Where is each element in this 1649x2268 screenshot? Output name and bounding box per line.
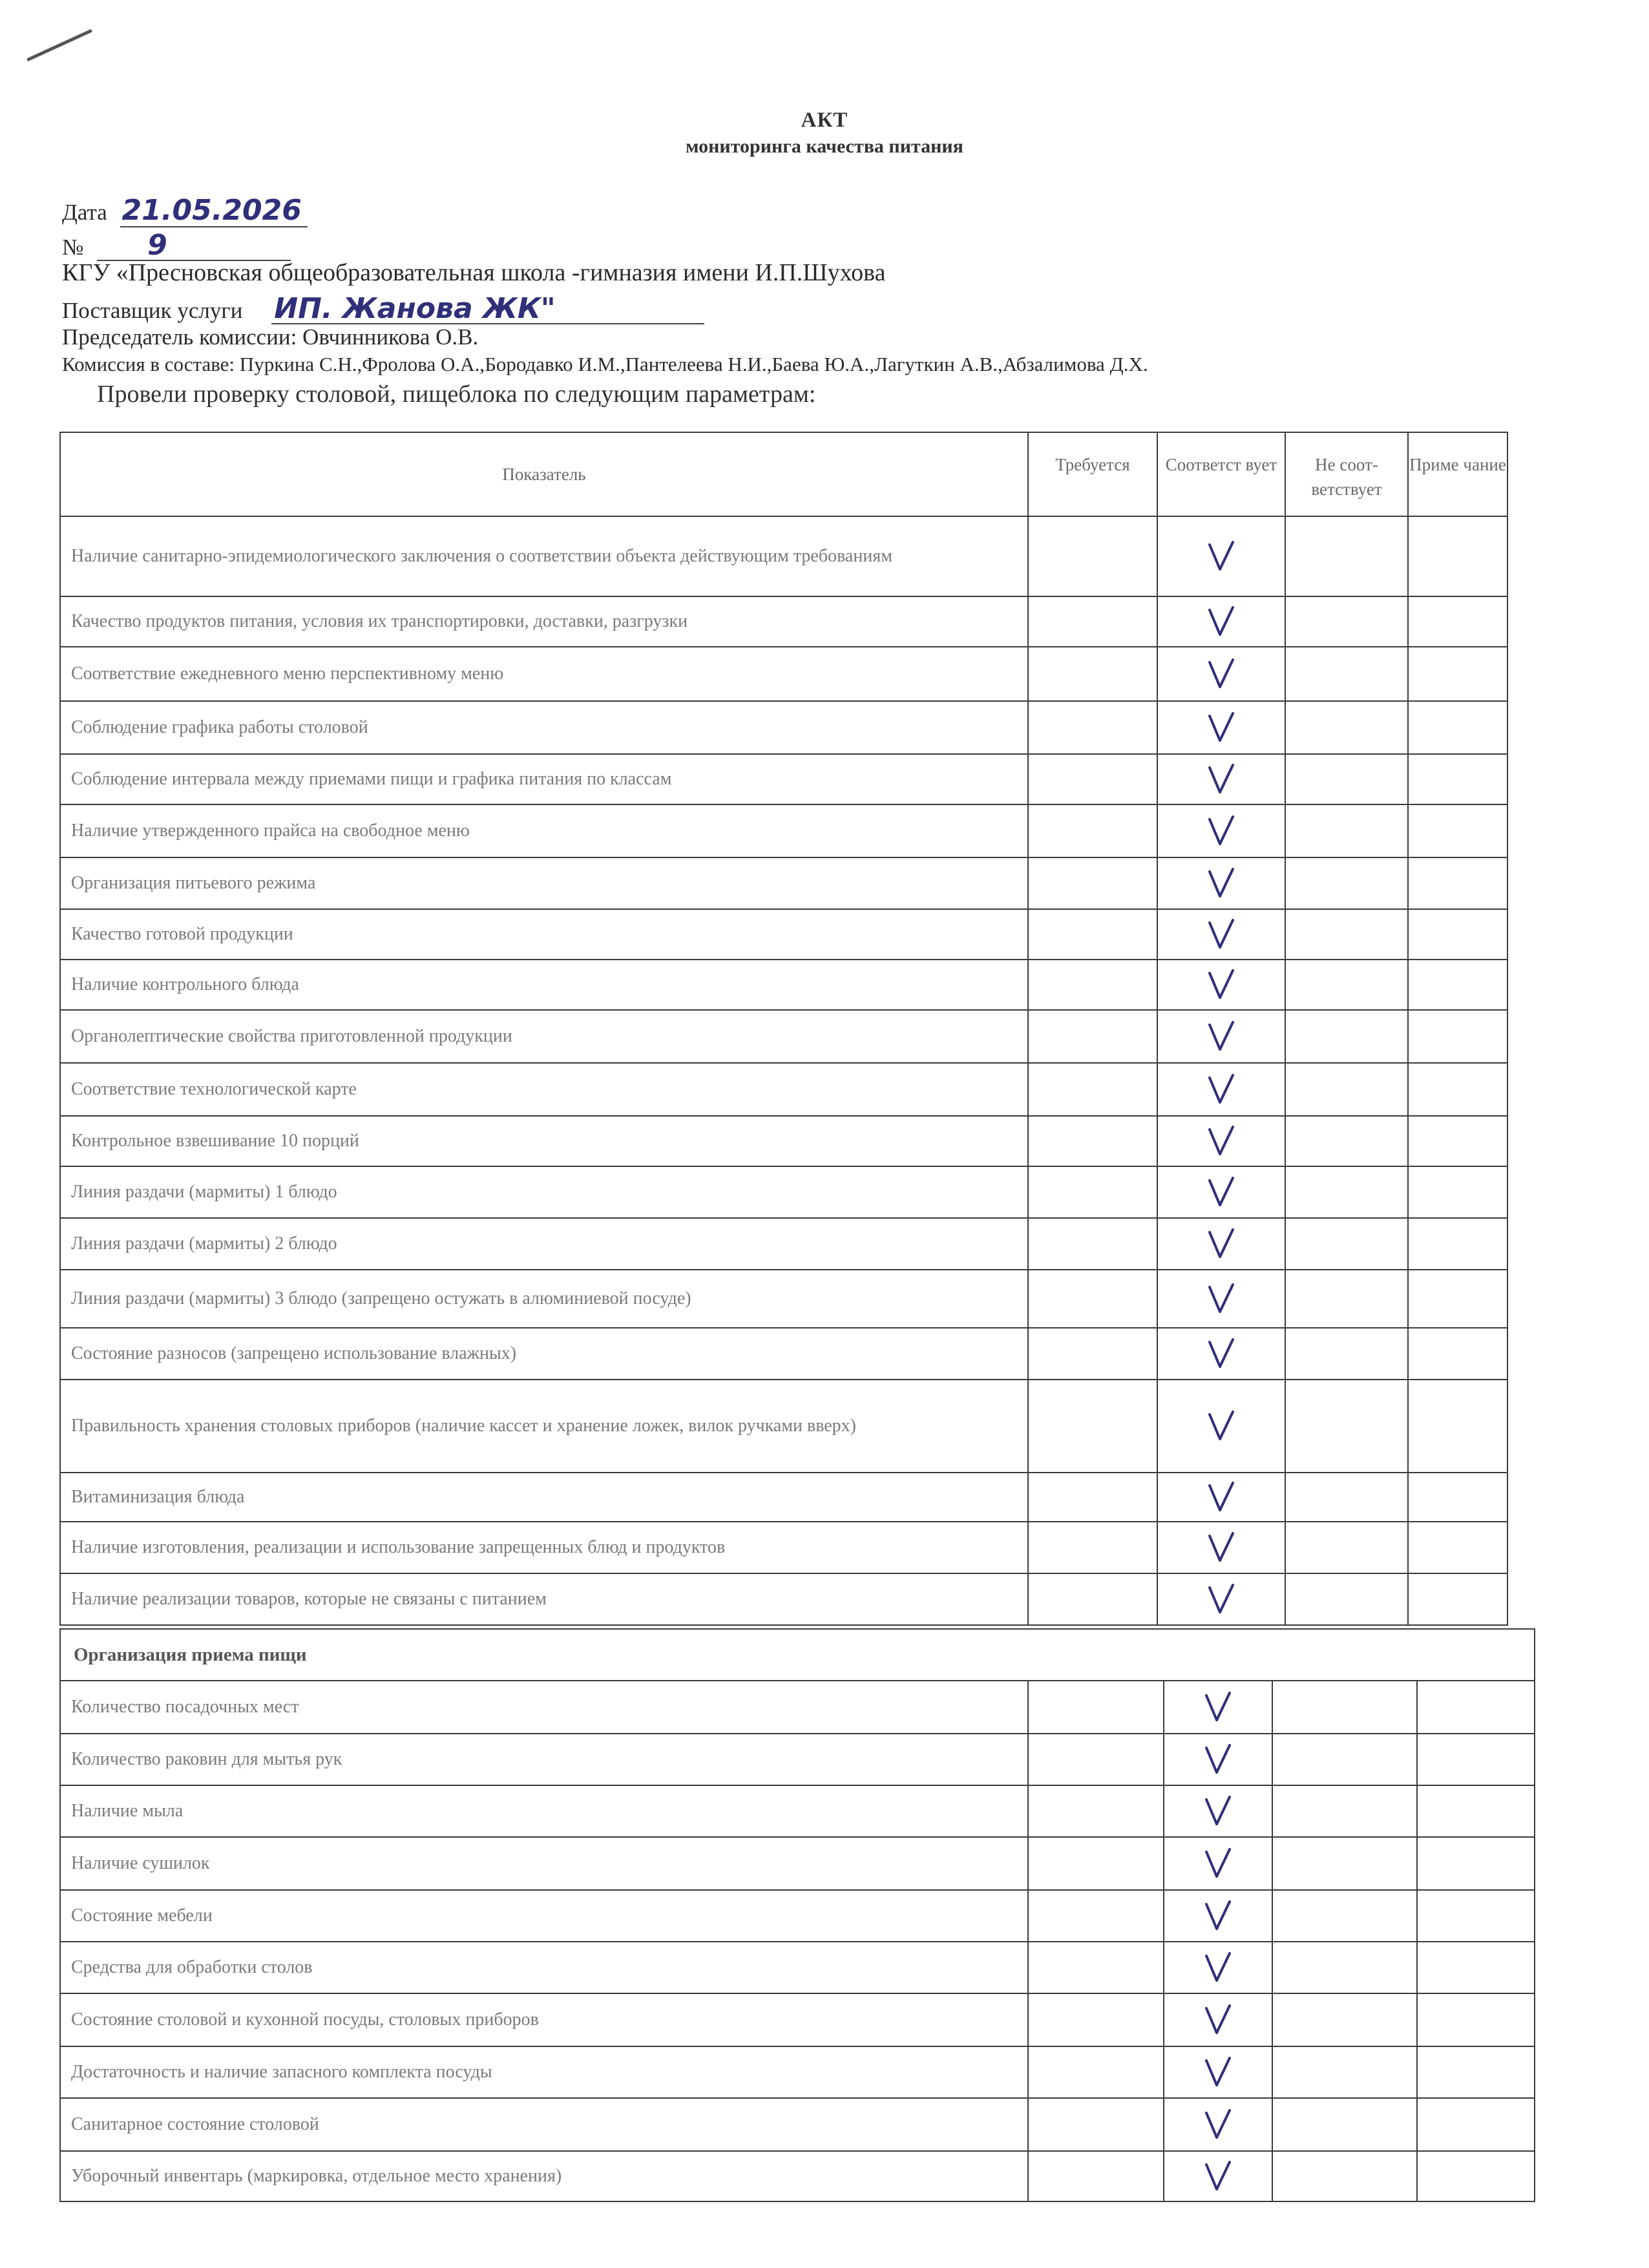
complies-cell — [1157, 1573, 1285, 1625]
required-cell — [1028, 960, 1157, 1010]
number-line — [62, 229, 167, 262]
not-complies-cell — [1285, 1573, 1408, 1625]
check-mark-icon — [1203, 1951, 1233, 1984]
not-complies-cell — [1285, 596, 1408, 647]
note-cell — [1408, 857, 1507, 909]
complies-cell — [1157, 804, 1285, 857]
note-cell — [1408, 1270, 1507, 1328]
required-cell — [1028, 1270, 1157, 1328]
required-cell — [1028, 516, 1157, 596]
not-complies-cell — [1272, 1942, 1417, 1993]
not-complies-cell — [1285, 701, 1408, 754]
indicator-cell: Уборочный инвентарь (маркировка, отдельное место хранения) — [60, 2151, 1028, 2201]
not-complies-cell — [1285, 804, 1408, 857]
scan-mark — [26, 26, 97, 65]
not-complies-cell — [1285, 1473, 1408, 1522]
note-cell — [1408, 1010, 1507, 1063]
complies-cell — [1157, 1116, 1285, 1166]
indicator-cell: Линия раздачи (мармиты) 1 блюдо — [60, 1166, 1028, 1218]
required-cell — [1028, 1785, 1164, 1837]
number-label: № — [62, 235, 84, 260]
section2-row — [60, 1890, 1535, 1942]
required-cell — [1028, 1010, 1157, 1063]
required-cell — [1028, 596, 1157, 647]
note-cell — [1408, 754, 1507, 804]
required-cell — [1028, 647, 1157, 701]
indicator-cell: Количество раковин для мытья рук — [60, 1734, 1028, 1785]
not-complies-cell — [1272, 2046, 1417, 2098]
check-mark-icon — [1203, 2108, 1233, 2141]
date-underline — [120, 226, 308, 227]
check-mark-icon — [1206, 1480, 1236, 1514]
table-row — [60, 1380, 1507, 1473]
table-header-row — [60, 432, 1507, 516]
complies-cell — [1157, 1380, 1285, 1473]
table-row — [60, 1522, 1507, 1573]
note-cell — [1417, 1837, 1535, 1890]
indicator-cell: Органолептические свойства приготовленной продукции — [60, 1010, 1028, 1063]
required-cell — [1028, 804, 1157, 857]
check-mark-icon — [1206, 711, 1236, 744]
not-complies-cell — [1272, 2151, 1417, 2201]
date-label: Дата — [62, 200, 107, 225]
not-complies-cell — [1272, 1734, 1417, 1785]
complies-cell — [1164, 2098, 1272, 2151]
note-cell — [1408, 701, 1507, 754]
indicator-cell: Наличие санитарно-эпидемиологического заключения о соответствии объекта действующим требованиям — [60, 516, 1028, 596]
complies-cell — [1157, 857, 1285, 909]
indicator-cell: Наличие сушилок — [60, 1837, 1028, 1890]
indicator-cell: Наличие контрольного блюда — [60, 960, 1028, 1010]
table-row — [60, 701, 1507, 754]
note-cell — [1408, 516, 1507, 596]
required-cell — [1028, 1942, 1164, 1993]
note-cell — [1408, 960, 1507, 1010]
section2-row — [60, 1837, 1535, 1890]
not-complies-cell — [1285, 1522, 1408, 1573]
check-mark-icon — [1203, 1690, 1233, 1724]
indicator-cell: Правильность хранения столовых приборов (наличие кассет и хранение ложек, вилок ручками вверх) — [60, 1380, 1028, 1473]
chairman-line: Председатель комиссии: Овчинникова О.В. — [62, 324, 479, 350]
table-row — [60, 1116, 1507, 1166]
table-row — [60, 596, 1507, 647]
not-complies-cell — [1285, 909, 1408, 960]
indicator-cell: Контрольное взвешивание 10 порций — [60, 1116, 1028, 1166]
indicator-cell: Качество продуктов питания, условия их транспортировки, доставки, разгрузки — [60, 596, 1028, 647]
check-mark-icon — [1206, 762, 1236, 796]
required-cell — [1028, 857, 1157, 909]
table-row — [60, 960, 1507, 1010]
required-cell — [1028, 2151, 1164, 2201]
required-cell — [1028, 909, 1157, 960]
indicator-cell: Достаточность и наличие запасного комплекта посуды — [60, 2046, 1028, 2098]
table-row — [60, 647, 1507, 701]
check-mark-icon — [1206, 540, 1236, 573]
note-cell — [1417, 2098, 1535, 2151]
note-cell — [1417, 1993, 1535, 2046]
indicator-cell: Наличие изготовления, реализации и использование запрещенных блюд и продуктов — [60, 1522, 1028, 1573]
complies-cell — [1157, 1218, 1285, 1270]
not-complies-cell — [1272, 1785, 1417, 1837]
date-line — [62, 194, 302, 227]
not-complies-cell — [1272, 2098, 1417, 2151]
not-complies-cell — [1285, 1328, 1408, 1380]
school-name: КГУ «Пресновская общеобразовательная школа -гимназия имени И.П.Шухова — [62, 259, 886, 286]
check-mark-icon — [1206, 1073, 1236, 1106]
check-mark-icon — [1203, 1847, 1233, 1880]
check-mark-icon — [1206, 1282, 1236, 1316]
required-cell — [1028, 701, 1157, 754]
indicator-cell: Наличие утвержденного прайса на свободное меню — [60, 804, 1028, 857]
check-mark-icon — [1206, 657, 1236, 691]
required-cell — [1028, 1837, 1164, 1890]
check-mark-icon — [1206, 605, 1236, 638]
complies-cell — [1157, 647, 1285, 701]
not-complies-cell — [1285, 1166, 1408, 1218]
note-cell — [1408, 1328, 1507, 1380]
indicator-cell: Наличие мыла — [60, 1785, 1028, 1837]
required-cell — [1028, 1890, 1164, 1942]
not-complies-cell — [1285, 857, 1408, 909]
indicator-cell: Соответствие технологической карте — [60, 1063, 1028, 1116]
complies-cell — [1164, 1837, 1272, 1890]
required-cell — [1028, 754, 1157, 804]
complies-cell — [1157, 596, 1285, 647]
not-complies-cell — [1285, 960, 1408, 1010]
note-cell — [1408, 909, 1507, 960]
col-header-complies: Соответст вует — [1157, 432, 1285, 516]
complies-cell — [1157, 1166, 1285, 1218]
check-mark-icon — [1206, 866, 1236, 900]
complies-cell — [1157, 754, 1285, 804]
note-cell — [1408, 647, 1507, 701]
check-mark-icon — [1206, 1531, 1236, 1564]
indicator-cell: Средства для обработки столов — [60, 1942, 1028, 1993]
table-row — [60, 1063, 1507, 1116]
complies-cell — [1157, 1328, 1285, 1380]
provider-value: ИП. Жанова ЖК" — [274, 292, 556, 325]
not-complies-cell — [1285, 516, 1408, 596]
intro-text: Провели проверку столовой, пищеблока по следующим параметрам: — [97, 381, 816, 408]
required-cell — [1028, 1380, 1157, 1473]
complies-cell — [1164, 2046, 1272, 2098]
not-complies-cell — [1285, 1218, 1408, 1270]
indicator-cell: Состояние столовой и кухонной посуды, столовых приборов — [60, 1993, 1028, 2046]
required-cell — [1028, 1681, 1164, 1734]
indicator-cell: Линия раздачи (мармиты) 3 блюдо (запрещено остужать в алюминиевой посуде) — [60, 1270, 1028, 1328]
section2-row — [60, 1785, 1535, 1837]
note-cell — [1417, 2046, 1535, 2098]
not-complies-cell — [1285, 647, 1408, 701]
check-mark-icon — [1206, 918, 1236, 951]
required-cell — [1028, 1063, 1157, 1116]
note-cell — [1408, 1573, 1507, 1625]
complies-cell — [1157, 1270, 1285, 1328]
note-cell — [1417, 2151, 1535, 2201]
check-mark-icon — [1203, 1794, 1233, 1828]
section2-table — [59, 1628, 1535, 2202]
complies-cell — [1157, 701, 1285, 754]
note-cell — [1408, 1218, 1507, 1270]
table-row — [60, 516, 1507, 596]
table-row — [60, 857, 1507, 909]
col-header-note: Приме чание — [1408, 432, 1507, 516]
check-mark-icon — [1206, 1020, 1236, 1053]
indicator-cell: Соответствие ежедневного меню перспективному меню — [60, 647, 1028, 701]
required-cell — [1028, 1573, 1157, 1625]
not-complies-cell — [1285, 1380, 1408, 1473]
not-complies-cell — [1285, 1010, 1408, 1063]
complies-cell — [1164, 1942, 1272, 1993]
check-mark-icon — [1206, 1175, 1236, 1209]
section2-row — [60, 1993, 1535, 2046]
check-mark-icon — [1203, 2055, 1233, 2089]
section2-row — [60, 1734, 1535, 1785]
note-cell — [1417, 1734, 1535, 1785]
complies-cell — [1164, 2151, 1272, 2201]
required-cell — [1028, 1522, 1157, 1573]
not-complies-cell — [1272, 1890, 1417, 1942]
note-cell — [1408, 1522, 1507, 1573]
note-cell — [1417, 1785, 1535, 1837]
not-complies-cell — [1285, 1063, 1408, 1116]
indicator-cell: Соблюдение интервала между приемами пищи и графика питания по классам — [60, 754, 1028, 804]
section2-row — [60, 1942, 1535, 1993]
col-header-required: Требуется — [1028, 432, 1157, 516]
document-title: АКТ — [801, 109, 848, 132]
indicator-cell: Качество готовой продукции — [60, 909, 1028, 960]
note-cell — [1408, 1380, 1507, 1473]
complies-cell — [1157, 1063, 1285, 1116]
required-cell — [1028, 2046, 1164, 2098]
indicator-cell: Наличие реализации товаров, которые не связаны с питанием — [60, 1573, 1028, 1625]
indicator-cell: Организация питьевого режима — [60, 857, 1028, 909]
check-mark-icon — [1203, 2159, 1233, 2193]
required-cell — [1028, 1734, 1164, 1785]
check-mark-icon — [1206, 814, 1236, 848]
required-cell — [1028, 1328, 1157, 1380]
table-row — [60, 1218, 1507, 1270]
note-cell — [1408, 1473, 1507, 1522]
section2-row — [60, 2151, 1535, 2201]
section2-row — [60, 2046, 1535, 2098]
table-row — [60, 804, 1507, 857]
complies-cell — [1164, 1734, 1272, 1785]
table-row — [60, 1573, 1507, 1625]
check-mark-icon — [1206, 1337, 1236, 1370]
required-cell — [1028, 1166, 1157, 1218]
complies-cell — [1164, 1993, 1272, 2046]
indicator-cell: Линия раздачи (мармиты) 2 блюдо — [60, 1218, 1028, 1270]
indicator-cell: Соблюдение графика работы столовой — [60, 701, 1028, 754]
not-complies-cell — [1285, 1116, 1408, 1166]
check-mark-icon — [1203, 1743, 1233, 1776]
commission-line: Комиссия в составе: Пуркина С.Н.,Фролова О.А.,Бородавко И.М.,Пантелеева Н.И.,Баева Ю.А.,Лагуткин А.В.,Абзалимова Д.Х. — [62, 353, 1148, 375]
table-row — [60, 1166, 1507, 1218]
col-header-indicator: Показатель — [60, 432, 1028, 516]
required-cell — [1028, 1116, 1157, 1166]
indicator-cell: Количество посадочных мест — [60, 1681, 1028, 1734]
indicator-cell: Санитарное состояние столовой — [60, 2098, 1028, 2151]
required-cell — [1028, 2098, 1164, 2151]
table-row — [60, 754, 1507, 804]
note-cell — [1417, 1890, 1535, 1942]
document-subtitle: мониторинга качества питания — [686, 136, 963, 157]
complies-cell — [1157, 1010, 1285, 1063]
indicator-cell: Витаминизация блюда — [60, 1473, 1028, 1522]
note-cell — [1408, 1166, 1507, 1218]
required-cell — [1028, 1993, 1164, 2046]
not-complies-cell — [1272, 1837, 1417, 1890]
complies-cell — [1157, 960, 1285, 1010]
complies-cell — [1164, 1890, 1272, 1942]
required-cell — [1028, 1473, 1157, 1522]
note-cell — [1408, 1063, 1507, 1116]
check-mark-icon — [1203, 1899, 1233, 1933]
table-row — [60, 909, 1507, 960]
table-row — [60, 1328, 1507, 1380]
section2-row — [60, 2098, 1535, 2151]
note-cell — [1417, 1942, 1535, 1993]
number-value: 9 — [147, 229, 167, 262]
note-cell — [1417, 1681, 1535, 1734]
not-complies-cell — [1285, 1270, 1408, 1328]
complies-cell — [1157, 516, 1285, 596]
indicator-cell: Состояние мебели — [60, 1890, 1028, 1942]
note-cell — [1408, 1116, 1507, 1166]
not-complies-cell — [1272, 1993, 1417, 2046]
provider-line — [62, 292, 556, 325]
col-header-not-complies: Не соот- ветствует — [1285, 432, 1408, 516]
complies-cell — [1157, 909, 1285, 960]
required-cell — [1028, 1218, 1157, 1270]
table-row — [60, 1473, 1507, 1522]
not-complies-cell — [1285, 754, 1408, 804]
complies-cell — [1164, 1681, 1272, 1734]
check-mark-icon — [1206, 1227, 1236, 1261]
date-value: 21.05.2026 — [121, 194, 302, 227]
complies-cell — [1157, 1522, 1285, 1573]
check-mark-icon — [1206, 1582, 1236, 1616]
check-mark-icon — [1206, 968, 1236, 1002]
check-mark-icon — [1206, 1409, 1236, 1443]
table-row — [60, 1270, 1507, 1328]
check-mark-icon — [1206, 1124, 1236, 1158]
section2-row — [60, 1681, 1535, 1734]
indicator-cell: Состояние разносов (запрещено использование влажных) — [60, 1328, 1028, 1380]
not-complies-cell — [1272, 1681, 1417, 1734]
complies-cell — [1164, 1785, 1272, 1837]
provider-label: Поставщик услуги — [62, 298, 243, 323]
main-table — [59, 432, 1508, 1626]
note-cell — [1408, 804, 1507, 857]
section2-header-row — [60, 1629, 1535, 1681]
section2-title: Организация приема пищи — [60, 1629, 1535, 1681]
note-cell — [1408, 596, 1507, 647]
check-mark-icon — [1203, 2003, 1233, 2037]
table-row — [60, 1010, 1507, 1063]
complies-cell — [1157, 1473, 1285, 1522]
